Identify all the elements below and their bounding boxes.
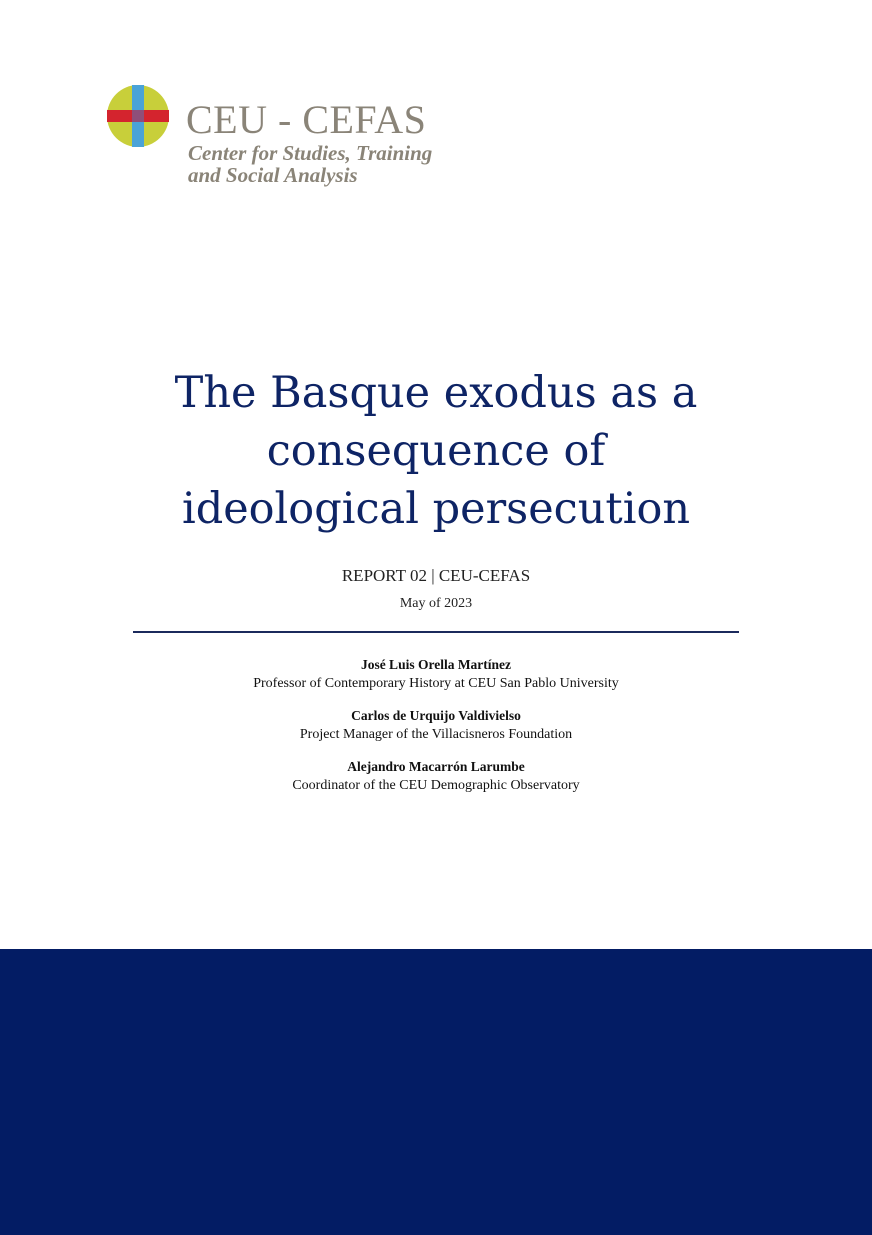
author-role: Professor of Contemporary History at CEU San Pablo University <box>253 676 619 691</box>
title-line-2: consequence of <box>266 426 606 476</box>
author-role: Project Manager of the Villacisneros Foundation <box>299 727 573 742</box>
divider <box>133 631 739 633</box>
title-line-3: ideological persecution <box>181 484 691 534</box>
author-list <box>0 656 872 809</box>
ceu-cefas-emblem-icon <box>106 84 170 148</box>
report-label: REPORT 02 | CEU-CEFAS <box>341 566 531 585</box>
footer-band <box>0 949 872 1235</box>
logo-name: CEU - CEFAS <box>186 97 427 142</box>
title-line-1: The Basque exodus as a <box>174 368 698 418</box>
logo-tagline <box>188 142 432 186</box>
logo-tagline-line-2: and Social Analysis <box>188 163 358 187</box>
author-role: Coordinator of the CEU Demographic Observatory <box>292 778 580 793</box>
report-title <box>100 364 772 538</box>
logo-tagline-line-1: Center for Studies, Training <box>188 141 433 165</box>
author-name: Alejandro Macarrón Larumbe <box>347 759 525 774</box>
ceu-cefas-logo <box>106 84 446 194</box>
author-name: José Luis Orella Martínez <box>360 657 512 672</box>
author-name: Carlos de Urquijo Valdivielso <box>351 708 521 723</box>
report-date: May of 2023 <box>399 596 473 611</box>
